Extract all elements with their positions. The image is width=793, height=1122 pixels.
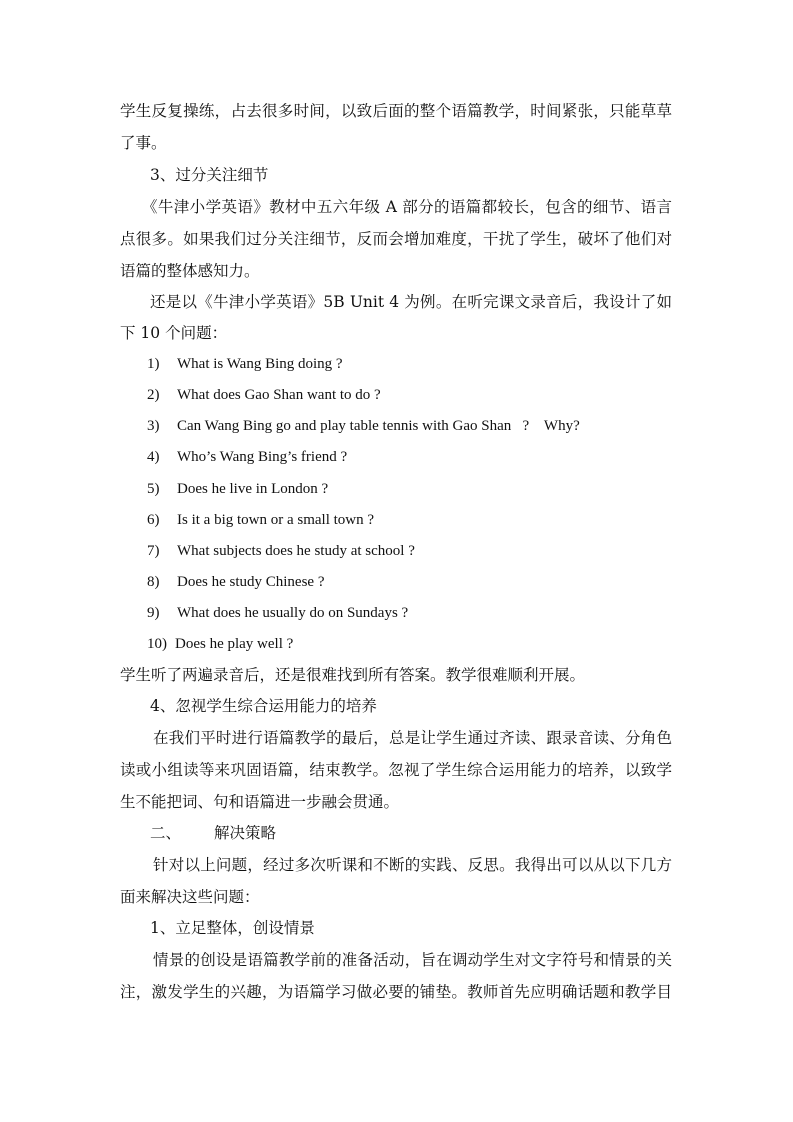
paragraph-line: 生不能把词、句和语篇进一步融会贯通。 (120, 793, 400, 811)
paragraph-line: 读或小组读等来巩固语篇，结束教学。忽视了学生综合运用能力的培养，以致学 (120, 761, 672, 779)
list-item (147, 447, 347, 467)
list-item-number: 5) (147, 481, 160, 497)
list-item-number: 9) (147, 605, 160, 621)
list-item-text: Is it a big town or a small town ? (177, 512, 375, 528)
paragraph-line: 在我们平时进行语篇教学的最后，总是让学生通过齐读、跟录音读、分角色 (153, 729, 672, 747)
list-item-text: Does he live in London ? (177, 481, 329, 497)
list-item-text: Who’s Wang Bing’s friend ? (177, 449, 348, 465)
section-title: 解决策略 (214, 824, 277, 842)
list-item-number: 1) (147, 356, 160, 372)
paragraph-line: 还是以《牛津小学英语》5B Unit 4 为例。在听完课文录音后，我设计了如 (150, 293, 672, 311)
list-item-number: 3) (147, 418, 160, 434)
list-item (147, 385, 381, 405)
list-item (147, 572, 324, 592)
list-item-number: 6) (147, 512, 160, 528)
paragraph-line: 学生反复操练，占去很多时间，以致后面的整个语篇教学，时间紧张，只能草草 (120, 102, 672, 120)
paragraph-line: 针对以上问题，经过多次听课和不断的实践、反思。我得出可以从以下几方 (153, 856, 672, 874)
list-item-text: What does Gao Shan want to do ? (177, 387, 381, 403)
list-item (147, 479, 328, 499)
paragraph-line: 了事。 (120, 134, 167, 152)
section-heading: 1、立足整体，创设情景 (150, 919, 315, 937)
list-item-number: 8) (147, 574, 160, 590)
list-item (147, 354, 343, 374)
list-item-number: 10) (147, 636, 167, 652)
section-number: 二、 (150, 824, 182, 842)
paragraph-line: 语篇的整体感知力。 (120, 262, 260, 280)
list-item-number: 7) (147, 543, 160, 559)
list-item (147, 603, 408, 623)
paragraph-line: 下 10 个问题： (120, 324, 228, 342)
section-heading (150, 823, 276, 843)
list-item-text: Can Wang Bing go and play table tennis with Gao Shan ? Why? (177, 418, 580, 434)
paragraph-line: 《牛津小学英语》教材中五六年级 A 部分的语篇都较长，包含的细节、语言 (142, 198, 672, 216)
list-item-text: Does he study Chinese ? (177, 574, 325, 590)
list-item-number: 2) (147, 387, 160, 403)
paragraph-line: 点很多。如果我们过分关注细节，反而会增加难度，干扰了学生，破坏了他们对 (120, 230, 672, 248)
list-item (147, 510, 374, 530)
list-item (147, 416, 580, 436)
list-item-text: Does he play well ? (175, 636, 294, 652)
list-item-text: What subjects does he study at school ? (177, 543, 415, 559)
paragraph-line: 面来解决这些问题： (120, 888, 260, 906)
section-heading: 4、忽视学生综合运用能力的培养 (150, 697, 377, 715)
list-item-text: What is Wang Bing doing ? (177, 356, 343, 372)
list-item (147, 541, 415, 561)
paragraph-line: 学生听了两遍录音后，还是很难找到所有答案。教学很难顺利开展。 (120, 666, 586, 684)
list-item-text: What does he usually do on Sundays ? (177, 605, 409, 621)
paragraph-line: 情景的创设是语篇教学前的准备活动，旨在调动学生对文字符号和情景的关 (153, 951, 672, 969)
paragraph-line: 注，激发学生的兴趣，为语篇学习做必要的铺垫。教师首先应明确话题和教学目 (120, 983, 672, 1001)
list-item (147, 634, 293, 654)
list-item-number: 4) (147, 449, 160, 465)
section-heading: 3、过分关注细节 (150, 166, 269, 184)
